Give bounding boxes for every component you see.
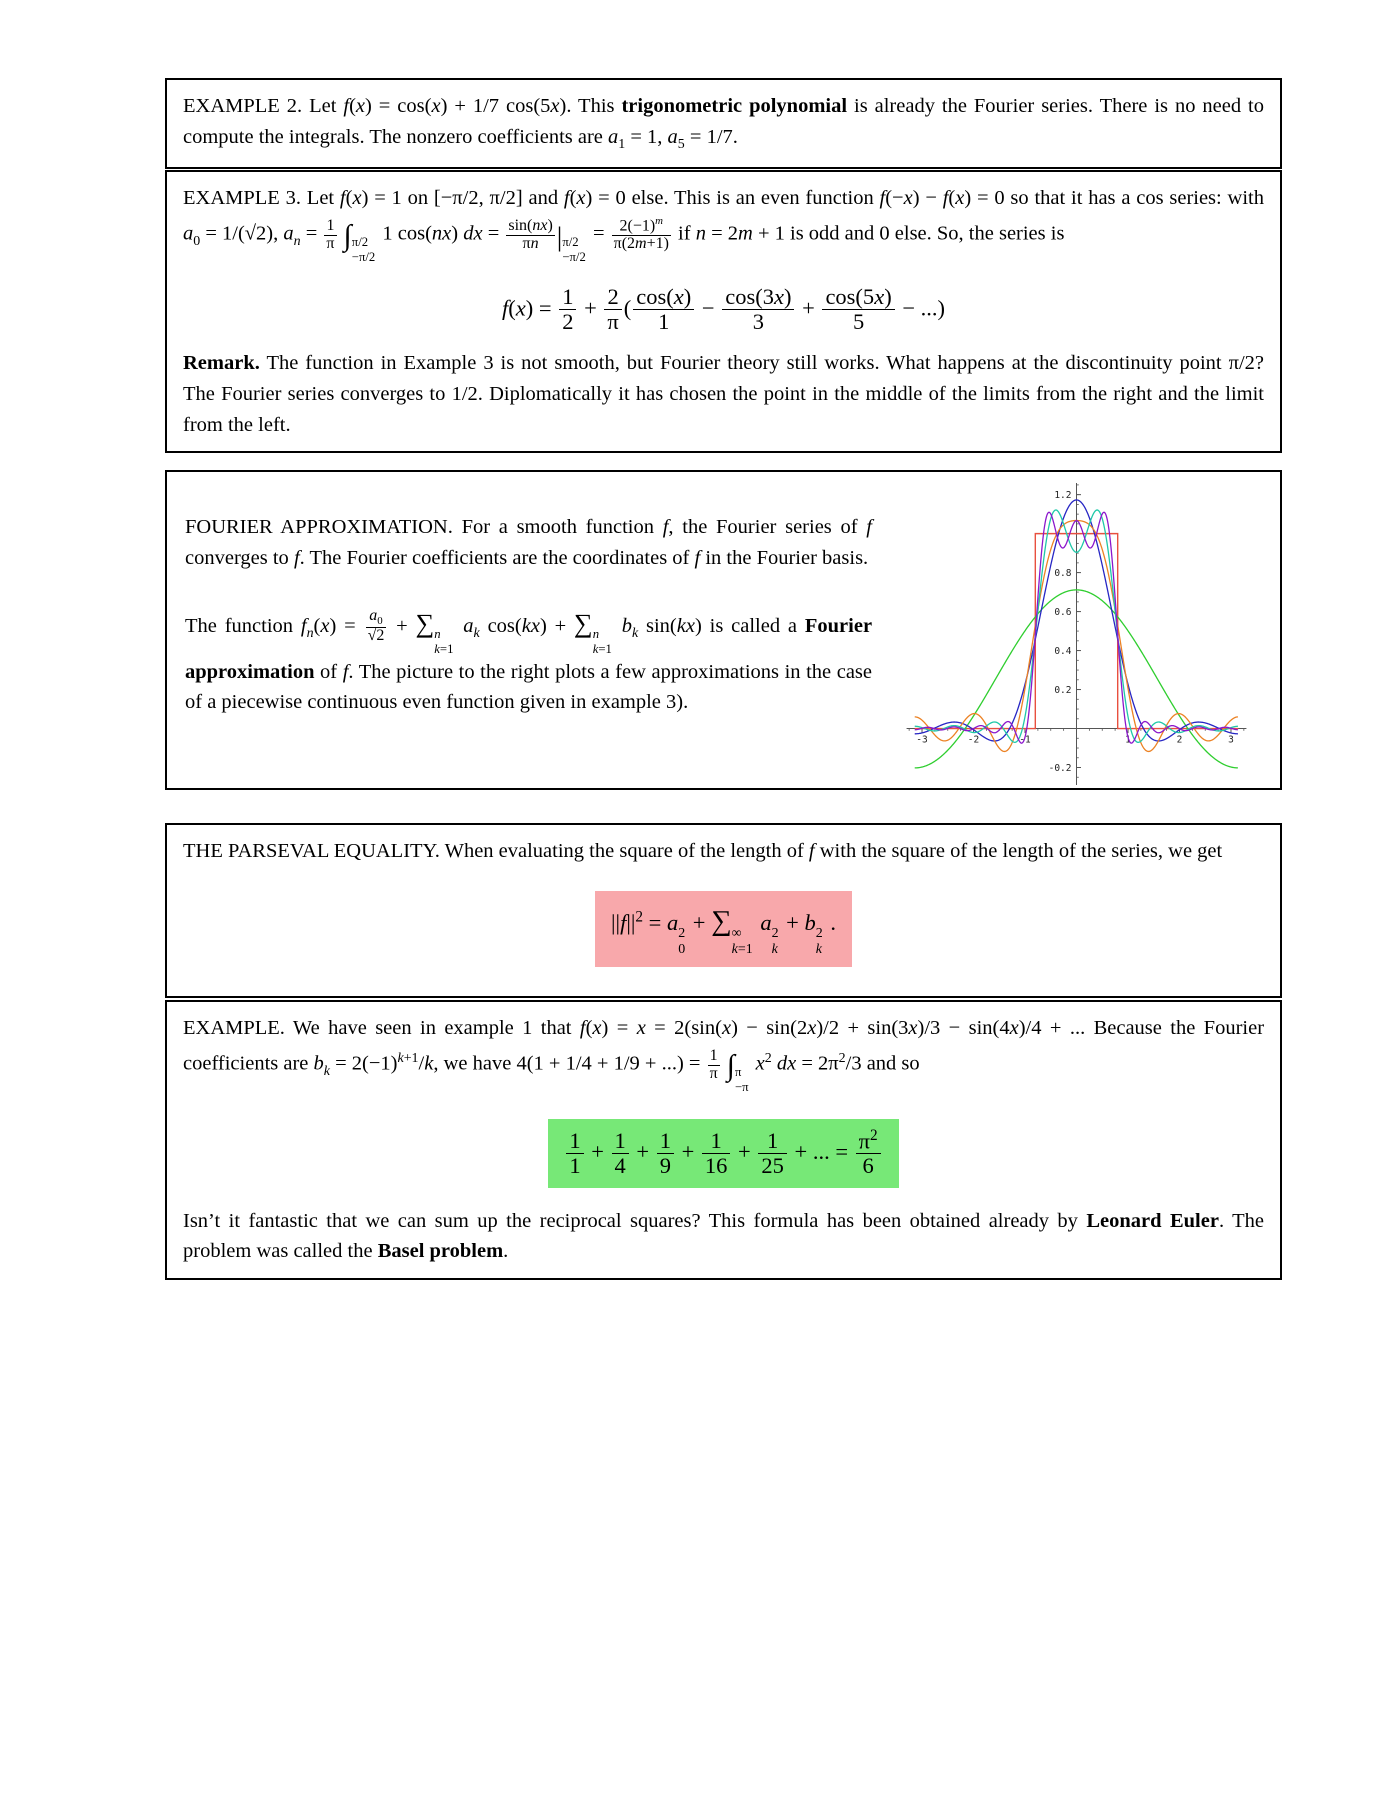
basel-closing: Isn’t it fantastic that we can sum up the reciprocal squares? This formula has been obtained already by Leonard Euler. The problem was called the Basel problem. <box>183 1209 1264 1263</box>
example3-box <box>165 170 1282 453</box>
fourier-approximation-definition: The function $f_n(x)$ = $\frac{a_0}{√2}$ + ∑ n k=1 $a_k$ cos(kx) + ∑ n k=1 $b_k$ sin(kx) is called a Fourier approximation of f. The picture to the right plots a few approximations in the case of a piecewise continuous even function given in example 3). <box>185 606 873 714</box>
fourier-approximation-intro: FOURIER APPROXIMATION. For a smooth function f, the Fourier series of f converges to f. The Fourier coefficients are the coordinates of f in the Fourier basis. <box>185 516 872 569</box>
x-tick-label: -1 <box>1018 734 1031 746</box>
x-tick-label: 2 <box>1176 734 1182 746</box>
fourier-approximation-plot <box>904 481 1249 787</box>
y-tick-label: 0.6 <box>1053 606 1071 618</box>
parseval-equation-row <box>183 891 1264 968</box>
plot-container <box>872 472 1280 788</box>
x-tick-label: -3 <box>915 734 928 746</box>
parseval-box <box>165 823 1282 998</box>
parseval-equation: $||f||^2 = a$ 2 0 + ∑ ∞ k=1 a 2 k + b 2 k . <box>611 904 836 958</box>
y-tick-label: 1.2 <box>1053 490 1071 502</box>
parseval-equation-highlight <box>595 891 852 968</box>
y-tick-label: 0.8 <box>1053 568 1071 580</box>
x-tick-label: 3 <box>1227 734 1234 746</box>
fourier-approximation-text-column <box>167 472 872 788</box>
example3-series-equation: f(x) = $\frac{1}{2}$ + $\frac{2}{\pi}$ ( $\frac{\cos(x)}{1}$ − $\frac{\cos(3x)}{3}$ + $\frac{\cos(5x)}{5}$ − ...) <box>502 283 945 334</box>
example2-text: EXAMPLE 2. Let f(x) = cos(x) + 1/7 cos(5x). This trigonometric polynomial is already the Fourier series. There is no need to compute the integrals. The nonzero coefficients are $a_1 = 1$, $a_5 = 1/7$. <box>183 95 1264 152</box>
example3-text: EXAMPLE 3. Let f(x) = 1 on [−π/2, π/2] and f(x) = 0 else. This is an even function f(−x) − f(x) = 0 so that it has a cos series: with $a_0 = 1/(√2)$, $a_n$ = $\frac{1}{\pi}$ ∫ π/2 −π/2 1 cos(nx) dx = $\frac{\sin(nx)}{\pi n}$ | π/2 −π/2 = $\frac{2(-1)^m}{\pi(2m+1)}$ if n = 2m + 1 is odd and 0 else. So, the series is <box>183 187 1264 264</box>
x-tick-label: 1 <box>1124 734 1131 746</box>
basel-equation-row <box>183 1119 1264 1188</box>
y-tick-label: -0.2 <box>1048 762 1071 774</box>
x-tick-label: -2 <box>967 734 979 746</box>
basel-equation-highlight <box>548 1119 898 1188</box>
parseval-text: THE PARSEVAL EQUALITY. When evaluating the square of the length of f with the square of the length of the series, we get <box>183 840 1223 862</box>
basel-equation: $\frac{1}{1}$ + $\frac{1}{4}$ + $\frac{1}{9}$ + $\frac{1}{16}$ + $\frac{1}{25}$ + ... = $\frac{\pi^2}{6}$ <box>564 1139 882 1164</box>
example2-box <box>165 78 1282 169</box>
basel-box <box>165 1000 1282 1280</box>
fourier-approximation-box <box>165 470 1282 790</box>
y-tick-label: 0.4 <box>1053 645 1071 657</box>
basel-text: EXAMPLE. We have seen in example 1 that f(x) = x = 2(sin(x) − sin(2x)/2 + sin(3x)/3 − sin(4x)/4 + ... Because the Fourier coefficients are $b_k = 2(-1)^{k+1}/k$, we have 4(1 + 1/4 + 1/9 + ...) = $\frac{1}{\pi}$ ∫ π −π $x^2$ dx = $2\pi^2/3$ and so <box>183 1017 1265 1094</box>
example3-remark: Remark. The function in Example 3 is not smooth, but Fourier theory still works. What happens at the discontinuity point π/2? The Fourier series converges to 1/2. Diplomatically it has chosen the point in the middle of the limits from the right and the limit from the left. <box>183 352 1264 436</box>
y-tick-label: 0.2 <box>1053 684 1071 696</box>
